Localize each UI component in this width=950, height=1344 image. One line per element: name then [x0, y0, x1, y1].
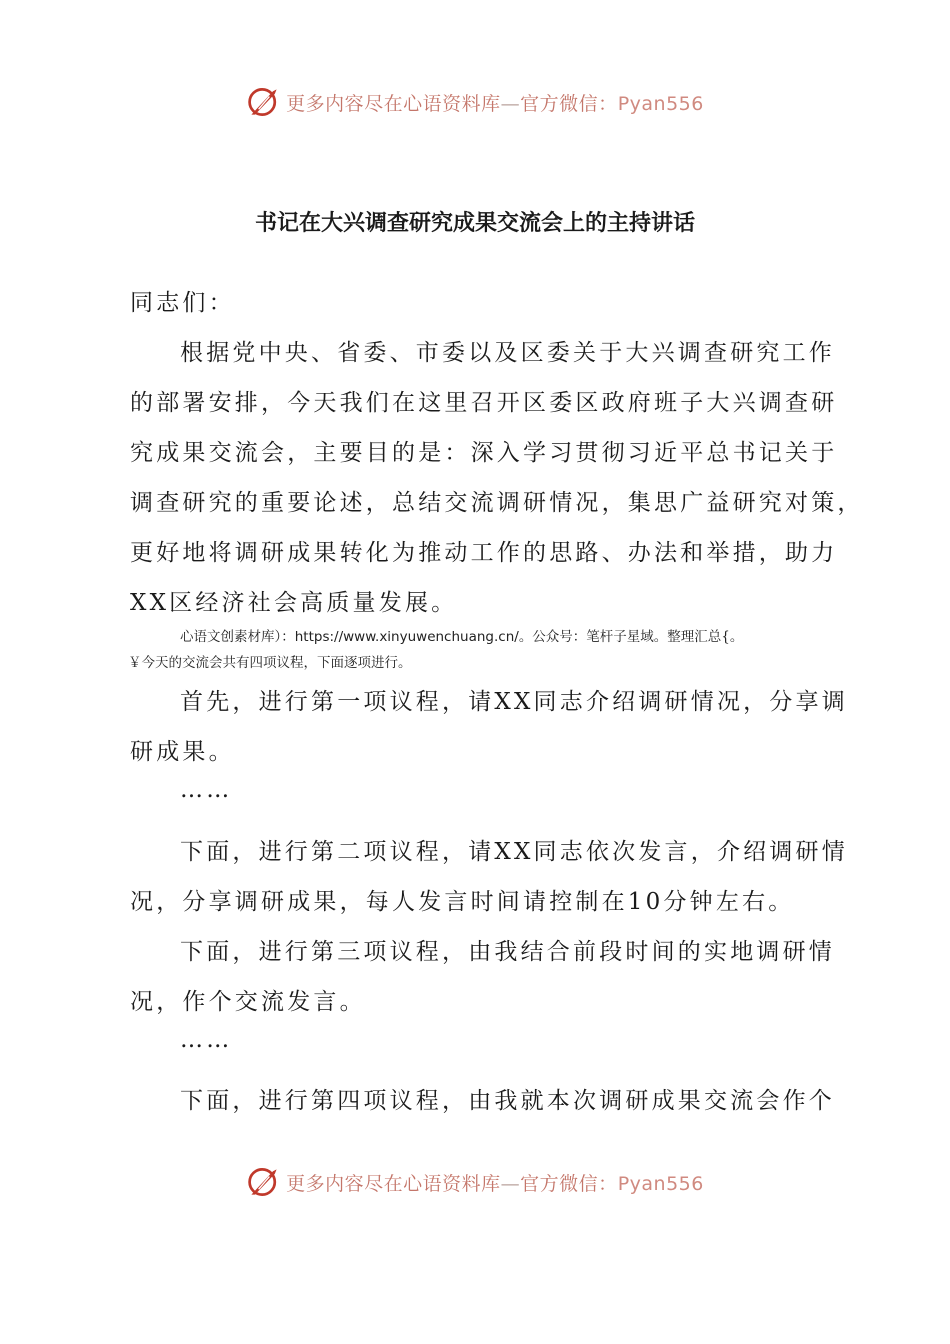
paragraph-line: 的部署安排，今天我们在这里召开区委区政府班子大兴调查研	[130, 390, 838, 416]
banner-main-text: 更多内容尽在心语资料库	[286, 92, 501, 115]
salutation: 同志们：	[130, 290, 235, 316]
paragraph-line: 下面，进行第四项议程，由我就本次调研成果交流会作个	[180, 1088, 835, 1114]
banner-main-text: 更多内容尽在心语资料库	[286, 1172, 501, 1195]
banner-text	[286, 89, 704, 116]
banner-wechat-id: Pyan556	[617, 1172, 704, 1195]
watermark-prefix: 心语文创素材库）：	[180, 629, 295, 645]
paragraph-line: 下面，进行第二项议程，请XX同志依次发言，介绍调研情	[180, 839, 848, 865]
paragraph-line: 根据党中央、省委、市委以及区委关于大兴调查研究工作	[180, 340, 835, 366]
banner-official-label: 官方微信：	[520, 1172, 618, 1195]
ellipsis: ……	[180, 777, 233, 803]
banner-wechat-id: Pyan556	[617, 92, 704, 115]
banner-official-label: 官方微信：	[520, 92, 618, 115]
ellipsis: ……	[180, 1027, 233, 1053]
paragraph-line: 研成果。	[130, 739, 235, 765]
paragraph-line: 下面，进行第三项议程，由我结合前段时间的实地调研情	[180, 939, 835, 965]
paragraph-line: 更好地将调研成果转化为推动工作的思路、办法和举措，助力	[130, 540, 838, 566]
paragraph-line: 调查研究的重要论述，总结交流调研情况，集思广益研究对策，	[130, 490, 864, 516]
watermark-suffix: 。公众号：笔杆子星域。整理汇总{。	[518, 629, 744, 645]
paragraph-line: 况，作个交流发言。	[130, 989, 366, 1015]
quill-pen-logo-icon	[246, 1164, 282, 1200]
quill-pen-logo-icon	[246, 84, 282, 120]
paragraph-line: XX区经济社会高质量发展。	[130, 590, 458, 616]
banner-separator: —	[500, 92, 521, 115]
footer-banner	[0, 1162, 950, 1202]
watermark-line	[180, 625, 743, 645]
banner-text	[286, 1169, 704, 1196]
paragraph-line: 况，分享调研成果，每人发言时间请控制在10分钟左右。	[130, 889, 795, 915]
banner-separator: —	[500, 1172, 521, 1195]
paragraph-line: 究成果交流会，主要目的是：深入学习贯彻习近平总书记关于	[130, 440, 838, 466]
header-banner	[0, 82, 950, 122]
document-title: 书记在大兴调查研究成果交流会上的主持讲话	[254, 211, 695, 236]
paragraph-line: 首先，进行第一项议程，请XX同志介绍调研情况，分享调	[180, 689, 848, 715]
watermark-url: https://www.xinyuwenchuang.cn/	[294, 629, 519, 645]
agenda-intro-line: ￥今天的交流会共有四项议程，下面逐项进行。	[128, 655, 412, 671]
